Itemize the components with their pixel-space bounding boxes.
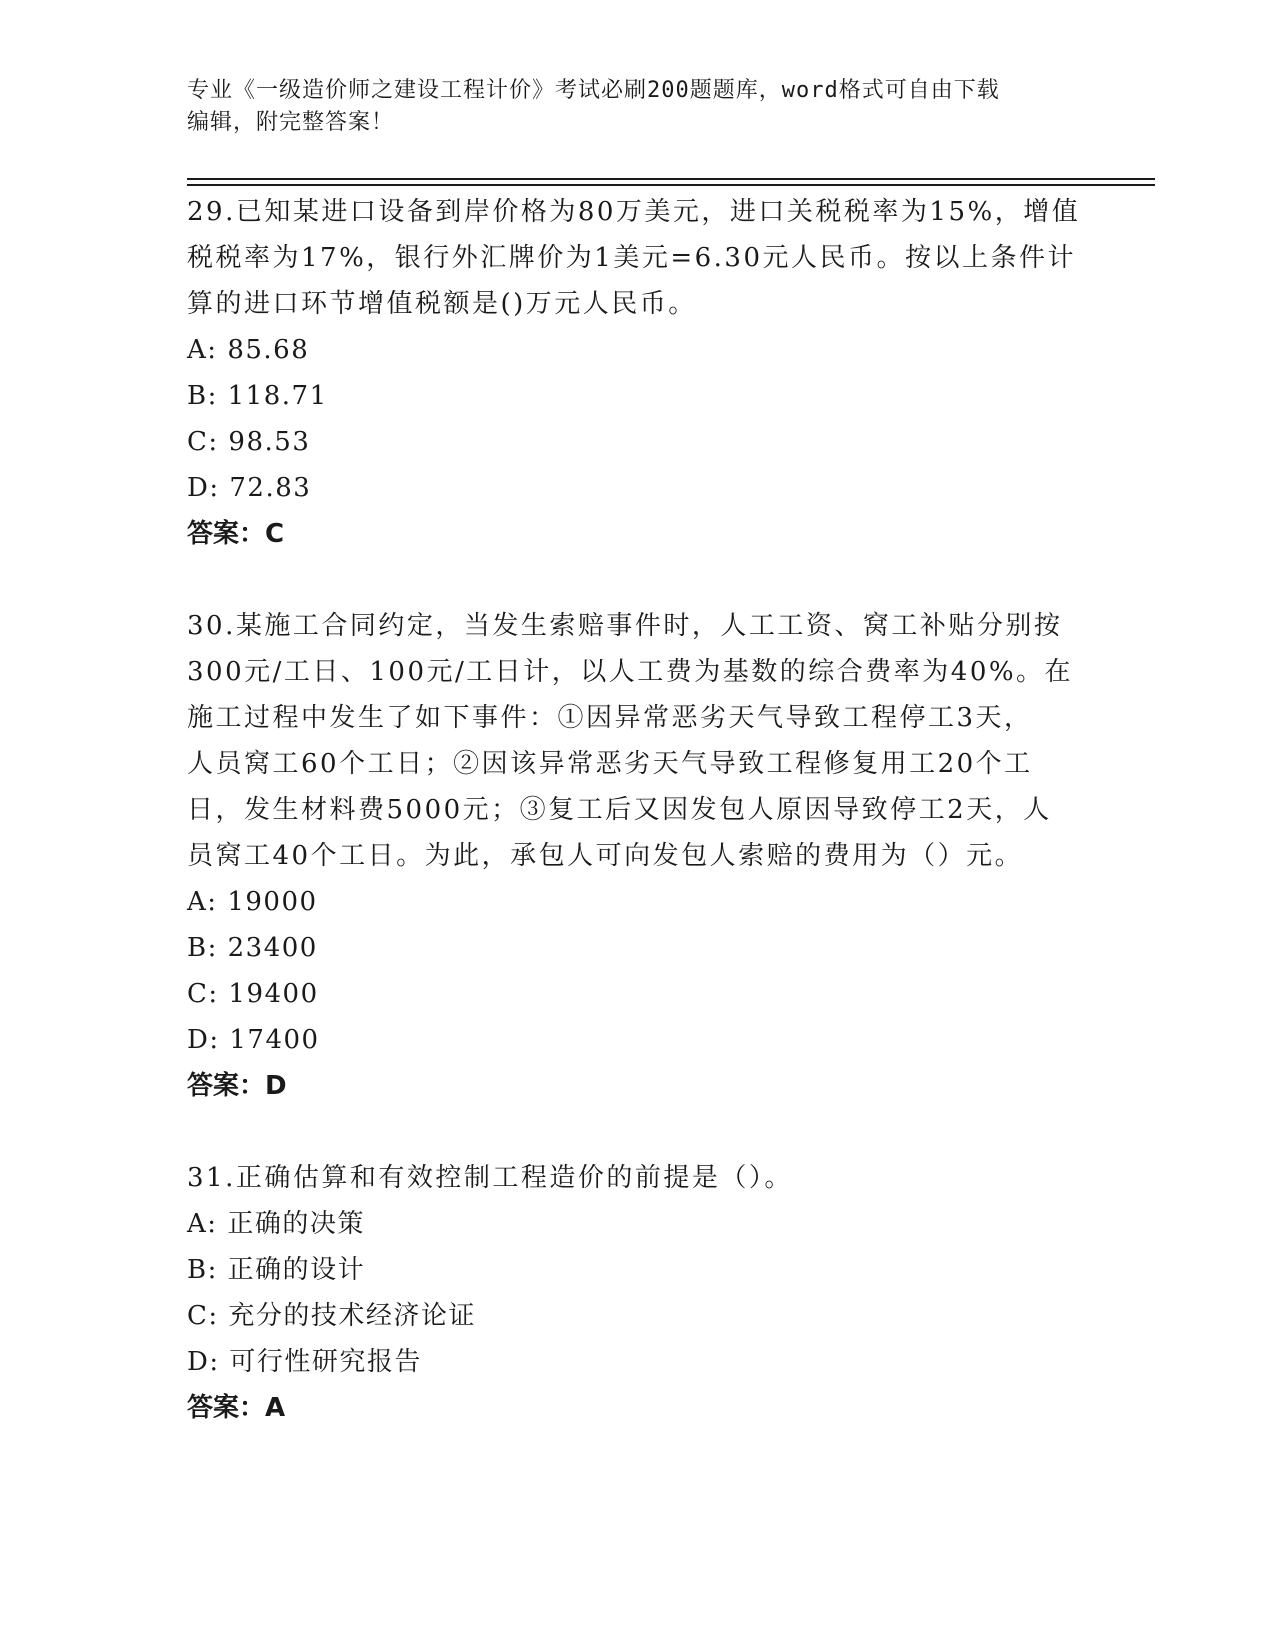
option-a — [187, 879, 1067, 925]
option-text: 正确的设计 — [227, 1255, 366, 1285]
question-30 — [187, 603, 1074, 1109]
option-letter: C: — [187, 979, 219, 1009]
question-text-line: 30.某施工合同约定，当发生索赔事件时，人工工资、窝工补贴分别按 — [187, 611, 1063, 641]
question-text — [187, 603, 1074, 879]
option-letter: D: — [187, 1347, 220, 1377]
option-letter: B: — [187, 381, 218, 411]
option-b — [187, 925, 1067, 971]
header-divider-bottom — [187, 184, 1155, 186]
question-text-line: 31.正确估算和有效控制工程造价的前提是（）。 — [187, 1163, 793, 1193]
option-letter: B: — [187, 933, 218, 963]
option-letter: D: — [187, 473, 220, 503]
option-text: 可行性研究报告 — [229, 1347, 422, 1377]
option-text: 118.71 — [227, 381, 328, 411]
option-letter: C: — [187, 427, 219, 457]
header-divider-top — [187, 178, 1155, 180]
document-header — [187, 75, 1067, 139]
option-d — [187, 1339, 1067, 1385]
option-text: 72.83 — [229, 473, 312, 503]
question-text-line: 300元/工日、100元/工日计，以人工费为基数的综合费率为40%。在 — [187, 657, 1074, 687]
option-letter: C: — [187, 1301, 219, 1331]
option-a — [187, 327, 1067, 373]
option-text: 23400 — [227, 933, 318, 963]
option-text: 充分的技术经济论证 — [228, 1301, 476, 1331]
option-text: 19400 — [228, 979, 319, 1009]
option-c — [187, 419, 1067, 465]
question-text-line: 税税率为17%，银行外汇牌价为1美元=6.30元人民币。按以上条件计 — [187, 243, 1077, 273]
question-text — [187, 189, 1081, 327]
option-text: 正确的决策 — [227, 1209, 365, 1239]
question-text-line: 员窝工40个工日。为此，承包人可向发包人索赔的费用为（）元。 — [187, 841, 1024, 871]
option-c — [187, 971, 1067, 1017]
option-text: 85.68 — [227, 335, 310, 365]
question-text-line: 人员窝工60个工日；②因该异常恶劣天气导致工程修复用工20个工 — [187, 749, 1033, 779]
question-list — [187, 189, 1081, 1431]
option-d — [187, 465, 1067, 511]
option-d — [187, 1017, 1067, 1063]
question-31 — [187, 1155, 1067, 1431]
option-letter: B: — [187, 1255, 218, 1285]
option-text: 19000 — [227, 887, 318, 917]
option-letter: A: — [187, 335, 218, 365]
answer-label: 答案：D — [187, 1071, 287, 1101]
question-text — [187, 1155, 1067, 1201]
option-text: 98.53 — [228, 427, 311, 457]
answer-label: 答案：C — [187, 519, 285, 549]
option-b — [187, 1247, 1067, 1293]
option-text: 17400 — [229, 1025, 320, 1055]
option-letter: D: — [187, 1025, 220, 1055]
option-b — [187, 373, 1067, 419]
question-text-line: 日，发生材料费5000元；③复工后又因发包人原因导致停工2天，人 — [187, 795, 1052, 825]
answer-label: 答案：A — [187, 1393, 286, 1423]
question-text-line: 29.已知某进口设备到岸价格为80万美元，进口关税税率为15%，增值 — [187, 197, 1081, 227]
option-letter: A: — [187, 887, 218, 917]
question-29 — [187, 189, 1081, 557]
header-line-2: 编辑，附完整答案！ — [187, 110, 395, 135]
option-a — [187, 1201, 1067, 1247]
header-line-1: 专业《一级造价师之建设工程计价》考试必刷200题题库，word格式可自由下载 — [187, 78, 1000, 103]
question-text-line: 施工过程中发生了如下事件：①因异常恶劣天气导致工程停工3天， — [187, 703, 1033, 733]
option-letter: A: — [187, 1209, 218, 1239]
option-c — [187, 1293, 1067, 1339]
question-text-line: 算的进口环节增值税额是()万元人民币。 — [187, 289, 697, 319]
